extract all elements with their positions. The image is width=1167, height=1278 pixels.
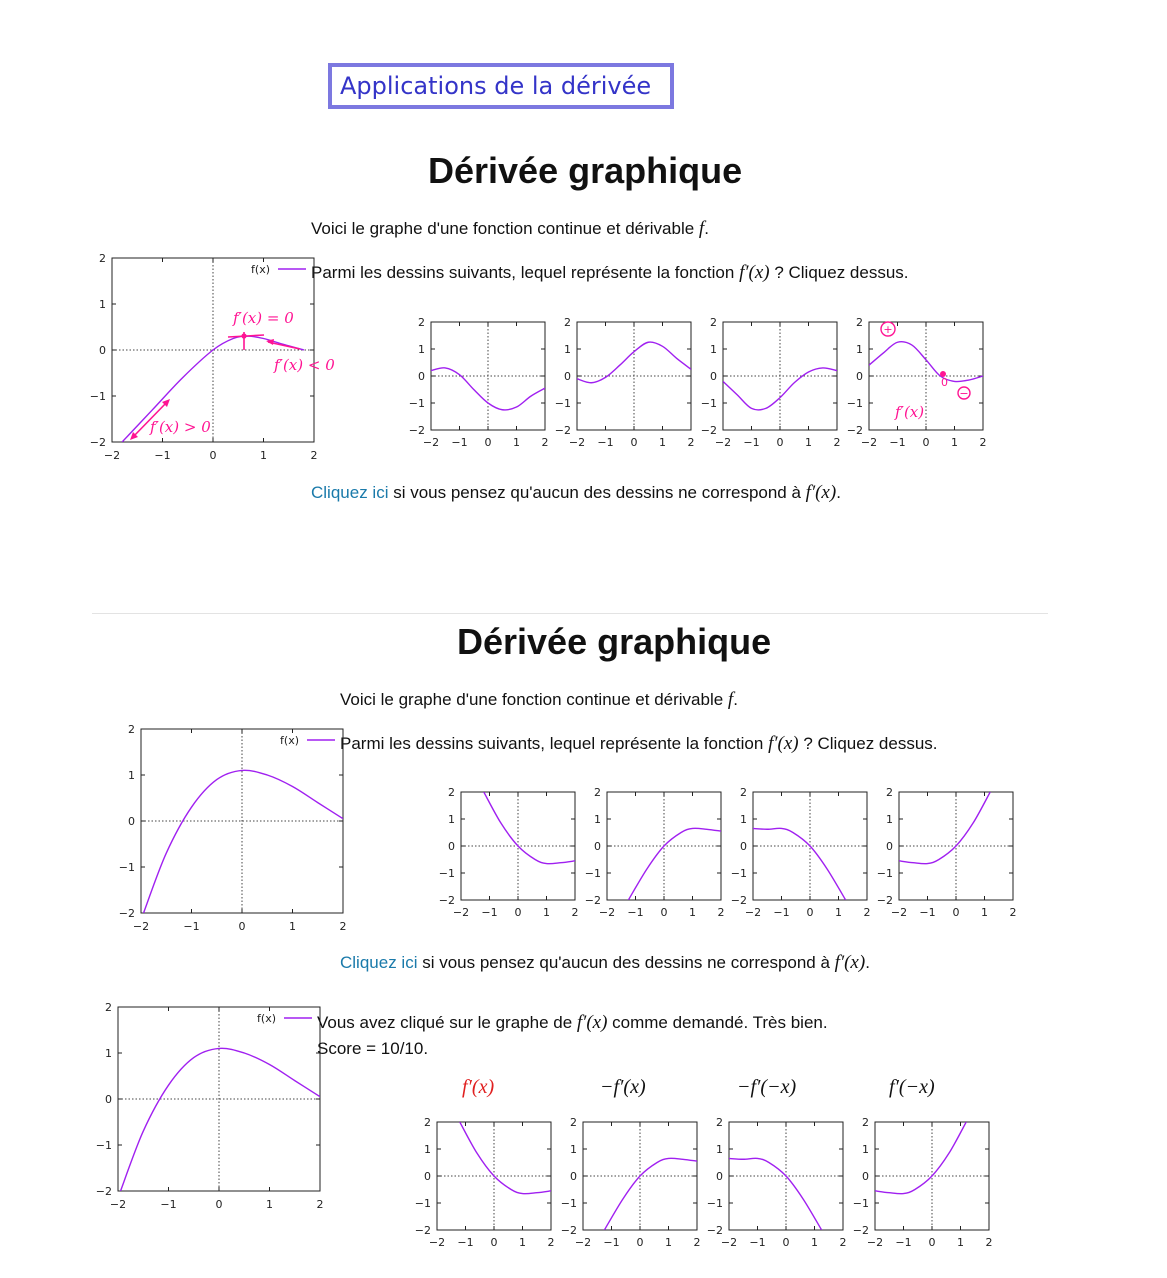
y-tick-label: −2 — [95, 1185, 112, 1198]
y-tick-label: −1 — [846, 397, 863, 410]
annotation-arrow-right — [266, 339, 274, 345]
annotation-minus-text: − — [959, 387, 969, 400]
x-tick-label: 2 — [693, 1236, 701, 1249]
y-tick-label: 0 — [862, 1170, 869, 1183]
feedback-score: Score = 10/10. — [317, 1039, 429, 1058]
y-tick-label: 0 — [99, 344, 106, 357]
y-tick-label: −2 — [706, 1224, 723, 1237]
x-tick-label: −2 — [109, 1198, 127, 1211]
x-tick-label: 2 — [687, 436, 695, 449]
x-tick-label: −1 — [481, 906, 498, 919]
section1-question: Parmi les dessins suivants, lequel représente la fonction f′(x) ? Cliquez dessus. — [311, 262, 909, 283]
y-tick-label: 1 — [716, 1143, 723, 1156]
series-line — [729, 1158, 822, 1230]
x-tick-label: −2 — [890, 906, 908, 919]
s2-choice-2[interactable] — [581, 788, 727, 923]
y-tick-label: −2 — [89, 436, 106, 449]
annotation-top-text: f′(x) = 0 — [233, 309, 294, 327]
annotation-plus-text: + — [883, 323, 893, 336]
y-tick-label: −1 — [584, 867, 601, 880]
y-tick-label: −2 — [584, 894, 601, 907]
x-tick-label: 2 — [839, 1236, 847, 1249]
x-tick-label: −1 — [451, 436, 468, 449]
y-tick-label: −2 — [846, 424, 863, 437]
annotation-right-text: f′(x) < 0 — [274, 356, 335, 374]
y-tick-label: 0 — [128, 815, 135, 828]
y-tick-label: 1 — [862, 1143, 869, 1156]
x-tick-label: −1 — [597, 436, 614, 449]
y-tick-label: 2 — [886, 786, 893, 799]
feedback-label-1: f′(x) — [462, 1076, 495, 1098]
section2-question: Parmi les dessins suivants, lequel représente la fonction f′(x) ? Cliquez dessus. — [340, 733, 938, 754]
x-tick-label: 1 — [957, 1236, 964, 1249]
x-tick-label: 2 — [316, 1198, 324, 1211]
annotation-max-point — [241, 333, 246, 338]
x-tick-label: −1 — [457, 1236, 474, 1249]
section2-none-link[interactable]: Cliquez ici — [340, 953, 418, 972]
x-tick-label: 2 — [717, 906, 725, 919]
x-tick-label: 0 — [514, 906, 522, 919]
y-tick-label: −2 — [414, 1224, 431, 1237]
page-tag[interactable]: Applications de la dérivée — [328, 63, 674, 109]
x-tick-label: 2 — [339, 920, 347, 933]
s1-choice-3[interactable] — [697, 318, 843, 453]
s1-annotations — [88, 250, 348, 470]
x-tick-label: 0 — [630, 436, 638, 449]
y-tick-label: 1 — [448, 813, 455, 826]
x-tick-label: −1 — [749, 1236, 766, 1249]
x-tick-label: 1 — [981, 906, 988, 919]
x-tick-label: −1 — [773, 906, 790, 919]
x-tick-label: 1 — [805, 436, 812, 449]
y-tick-label: 1 — [424, 1143, 431, 1156]
s2-choice-4[interactable] — [873, 788, 1019, 923]
y-tick-label: −1 — [730, 867, 747, 880]
y-tick-label: 2 — [128, 723, 135, 736]
x-tick-label: 2 — [541, 436, 549, 449]
x-tick-label: −1 — [627, 906, 644, 919]
y-tick-label: −2 — [118, 907, 135, 920]
x-tick-label: −2 — [720, 1236, 738, 1249]
y-tick-label: 1 — [594, 813, 601, 826]
x-tick-label: 1 — [513, 436, 520, 449]
y-tick-label: 0 — [716, 1170, 723, 1183]
y-tick-label: 2 — [856, 316, 863, 329]
y-tick-label: 2 — [105, 1001, 112, 1014]
x-tick-label: 0 — [922, 436, 930, 449]
section-divider — [92, 613, 1048, 614]
x-tick-label: 1 — [811, 1236, 818, 1249]
y-tick-label: −1 — [438, 867, 455, 880]
y-tick-label: −1 — [89, 390, 106, 403]
s1-choice-1[interactable] — [405, 318, 551, 453]
s1-choice4-annotations — [843, 318, 989, 453]
y-tick-label: −2 — [408, 424, 425, 437]
y-tick-label: 0 — [594, 840, 601, 853]
y-tick-label: −1 — [700, 397, 717, 410]
y-tick-label: 1 — [128, 769, 135, 782]
s3-choice-2[interactable] — [557, 1118, 703, 1253]
x-tick-label: 1 — [659, 436, 666, 449]
y-tick-label: 0 — [424, 1170, 431, 1183]
x-tick-label: −1 — [743, 436, 760, 449]
x-tick-label: −2 — [452, 906, 470, 919]
y-tick-label: 1 — [564, 343, 571, 356]
x-tick-label: 1 — [665, 1236, 672, 1249]
feedback-text: Vous avez cliqué sur le graphe de f′(x) comme demandé. Très bien. — [317, 1012, 828, 1033]
series-line — [121, 1048, 320, 1191]
y-tick-label: 0 — [570, 1170, 577, 1183]
y-tick-label: 1 — [740, 813, 747, 826]
series-line — [144, 770, 343, 913]
s2-main-plot — [117, 721, 349, 941]
x-tick-label: −1 — [183, 920, 200, 933]
x-tick-label: 2 — [571, 906, 579, 919]
feedback-label-4: f′(−x) — [889, 1076, 935, 1098]
y-tick-label: −2 — [852, 1224, 869, 1237]
section2-title: Dérivée graphique — [457, 621, 772, 662]
y-tick-label: −1 — [414, 1197, 431, 1210]
y-tick-label: 2 — [594, 786, 601, 799]
s2-choice-1[interactable] — [435, 788, 581, 923]
x-tick-label: −2 — [568, 436, 586, 449]
s2-choice-3[interactable] — [727, 788, 873, 923]
y-tick-label: 1 — [710, 343, 717, 356]
y-tick-label: 1 — [856, 343, 863, 356]
s1-choice-2[interactable] — [551, 318, 697, 453]
x-tick-label: 0 — [776, 436, 784, 449]
x-tick-label: −2 — [744, 906, 762, 919]
x-tick-label: 0 — [952, 906, 960, 919]
x-tick-label: 0 — [660, 906, 668, 919]
s3-main-plot — [94, 999, 326, 1219]
x-tick-label: 0 — [238, 920, 246, 933]
series-line — [484, 792, 575, 864]
series-line — [753, 828, 846, 900]
x-tick-label: 1 — [266, 1198, 273, 1211]
s3-choice-4[interactable] — [849, 1118, 995, 1253]
y-tick-label: 1 — [886, 813, 893, 826]
x-tick-label: 2 — [863, 906, 871, 919]
y-tick-label: 2 — [418, 316, 425, 329]
annotation-left-text: f′(x) > 0 — [150, 418, 211, 436]
annotation-zero-text: 0 — [941, 376, 948, 389]
x-tick-label: 0 — [782, 1236, 790, 1249]
section2-none-line: Cliquez ici si vous pensez qu'aucun des dessins ne correspond à f′(x). — [340, 952, 870, 973]
x-tick-label: 2 — [985, 1236, 993, 1249]
y-tick-label: 2 — [564, 316, 571, 329]
x-tick-label: 2 — [310, 449, 318, 462]
x-tick-label: −1 — [160, 1198, 177, 1211]
section1-none-line: Cliquez ici si vous pensez qu'aucun des dessins ne correspond à f′(x). — [311, 482, 841, 503]
x-tick-label: 2 — [547, 1236, 555, 1249]
series-line — [604, 1158, 697, 1230]
y-tick-label: 2 — [424, 1116, 431, 1129]
x-tick-label: −2 — [103, 449, 121, 462]
y-tick-label: −1 — [852, 1197, 869, 1210]
x-tick-label: 1 — [835, 906, 842, 919]
legend-label: f(x) — [257, 1012, 276, 1025]
y-tick-label: 0 — [740, 840, 747, 853]
x-tick-label: 1 — [951, 436, 958, 449]
x-tick-label: 0 — [209, 449, 217, 462]
y-tick-label: −2 — [554, 424, 571, 437]
x-tick-label: −2 — [132, 920, 150, 933]
y-tick-label: 2 — [570, 1116, 577, 1129]
y-tick-label: 0 — [710, 370, 717, 383]
y-tick-label: −1 — [408, 397, 425, 410]
x-tick-label: −2 — [422, 436, 440, 449]
x-tick-label: −2 — [860, 436, 878, 449]
section2-intro: Voici le graphe d'une fonction continue et dérivable f. — [340, 689, 738, 710]
x-tick-label: −1 — [154, 449, 171, 462]
x-tick-label: 0 — [490, 1236, 498, 1249]
x-tick-label: 1 — [289, 920, 296, 933]
x-tick-label: 0 — [636, 1236, 644, 1249]
x-tick-label: 0 — [484, 436, 492, 449]
x-tick-label: 1 — [543, 906, 550, 919]
y-tick-label: −2 — [438, 894, 455, 907]
y-tick-label: 1 — [99, 298, 106, 311]
series-line — [899, 792, 990, 864]
section1-none-link[interactable]: Cliquez ici — [311, 483, 389, 502]
y-tick-label: 1 — [570, 1143, 577, 1156]
y-tick-label: 0 — [564, 370, 571, 383]
series-line — [577, 342, 691, 383]
section1-intro: Voici le graphe d'une fonction continue et dérivable f. — [311, 218, 709, 239]
y-tick-label: 2 — [99, 252, 106, 265]
x-tick-label: 2 — [979, 436, 987, 449]
series-line — [460, 1122, 551, 1194]
x-tick-label: 1 — [689, 906, 696, 919]
x-tick-label: −2 — [866, 1236, 884, 1249]
y-tick-label: −1 — [118, 861, 135, 874]
s3-choice-3[interactable] — [703, 1118, 849, 1253]
annotation-choice-label: f′(x) — [895, 403, 925, 421]
series-line — [628, 828, 721, 900]
feedback-label-3: −f′(−x) — [737, 1076, 797, 1098]
y-tick-label: 1 — [105, 1047, 112, 1060]
y-tick-label: −2 — [700, 424, 717, 437]
x-tick-label: 1 — [260, 449, 267, 462]
y-tick-label: 2 — [448, 786, 455, 799]
x-tick-label: 0 — [806, 906, 814, 919]
y-tick-label: −2 — [560, 1224, 577, 1237]
y-tick-label: −1 — [560, 1197, 577, 1210]
feedback-label-2: −f′(x) — [600, 1076, 646, 1098]
s3-choice-1[interactable] — [411, 1118, 557, 1253]
x-tick-label: −1 — [919, 906, 936, 919]
y-tick-label: −2 — [876, 894, 893, 907]
section1-title: Dérivée graphique — [428, 150, 743, 191]
x-tick-label: 1 — [519, 1236, 526, 1249]
x-tick-label: −1 — [895, 1236, 912, 1249]
series-line — [875, 1122, 966, 1194]
x-tick-label: −2 — [714, 436, 732, 449]
x-tick-label: 0 — [928, 1236, 936, 1249]
x-tick-label: 2 — [1009, 906, 1017, 919]
x-tick-label: −1 — [889, 436, 906, 449]
x-tick-label: −2 — [598, 906, 616, 919]
y-tick-label: −1 — [554, 397, 571, 410]
legend-label: f(x) — [251, 263, 270, 276]
y-tick-label: 0 — [105, 1093, 112, 1106]
x-tick-label: −2 — [574, 1236, 592, 1249]
y-tick-label: −2 — [730, 894, 747, 907]
y-tick-label: 2 — [710, 316, 717, 329]
y-tick-label: 2 — [862, 1116, 869, 1129]
y-tick-label: 0 — [448, 840, 455, 853]
y-tick-label: −1 — [95, 1139, 112, 1152]
x-tick-label: 2 — [833, 436, 841, 449]
x-tick-label: 0 — [215, 1198, 223, 1211]
y-tick-label: 2 — [740, 786, 747, 799]
y-tick-label: 0 — [856, 370, 863, 383]
legend-label: f(x) — [280, 734, 299, 747]
x-tick-label: −1 — [603, 1236, 620, 1249]
y-tick-label: 1 — [418, 343, 425, 356]
y-tick-label: 0 — [418, 370, 425, 383]
y-tick-label: 2 — [716, 1116, 723, 1129]
y-tick-label: −1 — [876, 867, 893, 880]
y-tick-label: −1 — [706, 1197, 723, 1210]
y-tick-label: 0 — [886, 840, 893, 853]
x-tick-label: −2 — [428, 1236, 446, 1249]
